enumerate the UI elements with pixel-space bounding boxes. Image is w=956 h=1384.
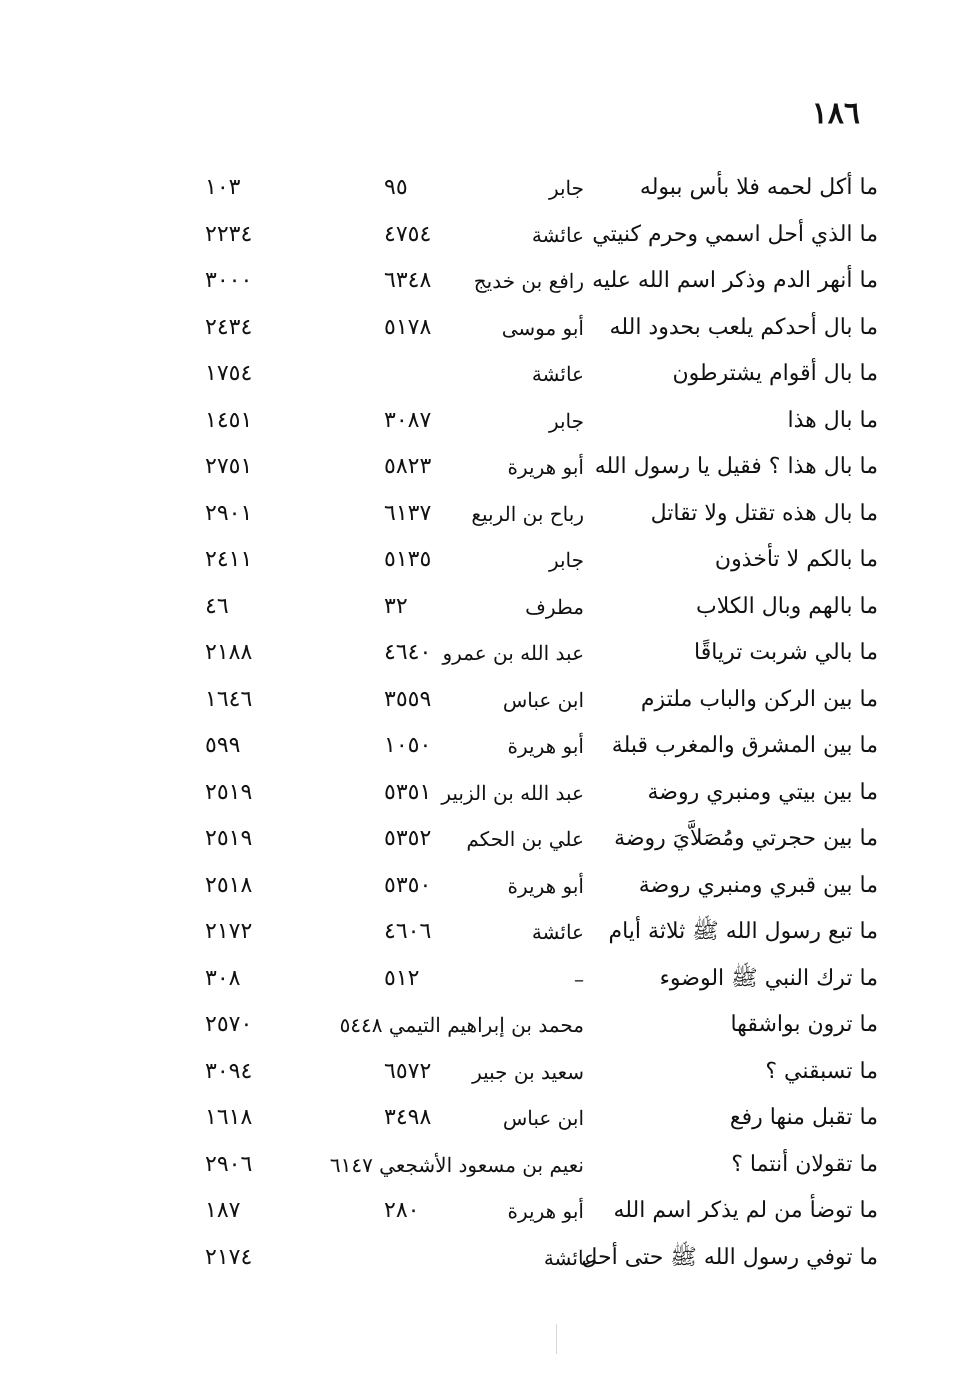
narrator: أبو موسى <box>501 315 584 340</box>
index-row <box>0 1098 956 1145</box>
index-row <box>0 1238 956 1285</box>
narrator: جابر <box>548 548 584 572</box>
page-reference: ١٦٤٦ <box>205 686 253 712</box>
index-row <box>0 354 956 401</box>
hadith-text: ما بال هذه تقتل ولا تقاتل <box>650 500 878 526</box>
hadith-text: ما بال هذا ؟ فقيل يا رسول الله <box>594 454 878 479</box>
hadith-text: ما توفي رسول الله ﷺ حتى أحل <box>581 1244 878 1270</box>
hadith-text: ما بال أحدكم يلعب بحدود الله <box>609 314 878 340</box>
hadith-text: ما بال هذا <box>787 407 878 433</box>
page-reference: ١٠٣ <box>205 175 241 200</box>
hadith-number: ٥٣٥٠ <box>384 872 432 898</box>
page-reference: ١٤٥١ <box>205 407 253 433</box>
hadith-text: ما بين الركن والباب ملتزم <box>640 686 878 712</box>
narrator: – <box>574 966 584 991</box>
narrator: أبو هريرة <box>507 734 584 758</box>
hadith-text: ما تبع رسول الله ﷺ ثلاثة أيام <box>608 919 878 944</box>
hadith-text: ما تقولان أنتما ؟ <box>731 1151 878 1177</box>
hadith-number: ٥١٢ <box>384 965 420 991</box>
hadith-text: ما تسبقني ؟ <box>765 1058 878 1084</box>
hadith-number: ١٠٥٠ <box>384 733 432 758</box>
hadith-text: ما بين حجرتي ومُصَلاَّيَ روضة <box>614 826 878 851</box>
narrator: سعيد بن جبير <box>472 1059 584 1084</box>
page-reference: ٢٤١١ <box>205 547 253 572</box>
page-number: ١٨٦ <box>811 96 860 131</box>
hadith-text: ما توضأ من لم يذكر اسم الله <box>613 1198 878 1223</box>
hadith-number: ٤٦٤٠ <box>384 640 432 665</box>
narrator: أبو هريرة <box>507 873 584 898</box>
page-reference: ٢٥١٨ <box>205 872 253 898</box>
hadith-text: ما بالهم وبال الكلاب <box>695 593 878 619</box>
hadith-number: ٤٦٠٦ <box>384 919 432 944</box>
index-row <box>0 1005 956 1052</box>
hadith-number: ٦٣٤٨ <box>384 268 432 293</box>
hadith-text: ما بين المشرق والمغرب قبلة <box>611 733 878 758</box>
index-row <box>0 168 956 215</box>
index-row <box>0 494 956 541</box>
hadith-text: ما ترك النبي ﷺ الوضوء <box>659 965 878 991</box>
index-row <box>0 1191 956 1238</box>
page-reference: ١٨٧ <box>205 1198 241 1223</box>
narrator: علي بن الحكم <box>466 827 584 851</box>
index-row <box>0 912 956 959</box>
page-reference: ٣٠٠٠ <box>205 268 253 293</box>
page-reference: ٣٠٨ <box>205 965 241 991</box>
narrator: عبد الله بن عمرو <box>442 641 584 665</box>
narrator: عائشة <box>531 222 584 247</box>
hadith-number: ٤٧٥٤ <box>384 221 432 247</box>
hadith-number: ٢٨٠ <box>384 1198 420 1223</box>
index-row <box>0 447 956 494</box>
page-reference: ٢١٧٤ <box>205 1244 253 1270</box>
hadith-number: ٣٢ <box>384 593 408 619</box>
narrator: عائشة <box>531 920 584 944</box>
index-row <box>0 633 956 680</box>
hadith-number: ٦١٣٧ <box>384 500 432 526</box>
narrator: مطرف <box>525 594 584 619</box>
index-row <box>0 261 956 308</box>
narrator: نعيم بن مسعود الأشجعي ٦١٤٧ <box>329 1152 584 1177</box>
hadith-text: ما بالي شربت ترياقًا <box>694 640 878 665</box>
hadith-number: ٥١٧٨ <box>384 314 432 340</box>
hadith-text: ما بالكم لا تأخذون <box>714 547 878 572</box>
narrator: جابر <box>548 176 584 200</box>
index-row <box>0 866 956 913</box>
narrator: محمد بن إبراهيم التيمي ٥٤٤٨ <box>339 1013 584 1037</box>
hadith-text: ما تقبل منها رفع <box>729 1105 878 1130</box>
page-reference: ٢٥٧٠ <box>205 1012 253 1037</box>
page-reference: ٢٤٣٤ <box>205 314 253 340</box>
page-reference: ٢١٧٢ <box>205 919 253 944</box>
hadith-text: ما بال أقوام يشترطون <box>672 361 878 386</box>
index-row <box>0 959 956 1006</box>
index-row <box>0 215 956 262</box>
hadith-number: ٩٥ <box>384 175 408 200</box>
narrator: رافع بن خديج <box>473 269 584 293</box>
hadith-number: ٣٤٩٨ <box>384 1105 432 1130</box>
index-row <box>0 401 956 448</box>
hadith-text: ما ترون بواشقها <box>730 1012 878 1037</box>
narrator: عبد الله بن الزبير <box>441 780 584 805</box>
index-row <box>0 587 956 634</box>
page-reference: ٢١٨٨ <box>205 640 253 665</box>
page-reference: ٢٩٠٦ <box>205 1151 253 1177</box>
page-reference: ١٦١٨ <box>205 1105 253 1130</box>
hadith-number: ٣٥٥٩ <box>384 686 432 712</box>
page-reference: ٢٢٣٤ <box>205 221 253 247</box>
index-row <box>0 1145 956 1192</box>
hadith-number: ٦٥٧٢ <box>384 1058 432 1084</box>
scan-edge-mark <box>556 1324 557 1354</box>
page-reference: ٣٠٩٤ <box>205 1058 253 1084</box>
hadith-text: ما أنهر الدم وذكر اسم الله عليه <box>592 268 878 293</box>
index-row <box>0 680 956 727</box>
index-row <box>0 726 956 773</box>
narrator: أبو هريرة <box>507 1199 584 1223</box>
index-row <box>0 540 956 587</box>
page-reference: ٥٩٩ <box>205 733 241 758</box>
narrator: عائشة <box>543 1245 596 1270</box>
page-reference: ٤٦ <box>205 593 229 619</box>
index-row <box>0 1052 956 1099</box>
page-reference: ١٧٥٤ <box>205 361 253 386</box>
hadith-text: ما الذي أحل اسمي وحرم كنيتي <box>592 221 878 247</box>
index-row <box>0 308 956 355</box>
hadith-number: ٥٣٥٢ <box>384 826 432 851</box>
narrator: عائشة <box>531 362 584 386</box>
narrator: ابن عباس <box>502 687 584 712</box>
narrator: جابر <box>548 408 584 433</box>
hadith-number: ٥٨٢٣ <box>384 454 432 479</box>
hadith-number: ٥٣٥١ <box>384 779 432 805</box>
narrator: أبو هريرة <box>507 455 584 479</box>
hadith-number: ٥١٣٥ <box>384 547 432 572</box>
page-reference: ٢٧٥١ <box>205 454 253 479</box>
hadith-number: ٣٠٨٧ <box>384 407 432 433</box>
hadith-text: ما بين قبري ومنبري روضة <box>638 872 878 898</box>
narrator: رباح بن الربيع <box>471 501 584 526</box>
index-row <box>0 773 956 820</box>
narrator: ابن عباس <box>502 1106 584 1130</box>
index-row <box>0 819 956 866</box>
page-reference: ٢٩٠١ <box>205 500 253 526</box>
page-reference: ٢٥١٩ <box>205 779 253 805</box>
page-reference: ٢٥١٩ <box>205 826 253 851</box>
hadith-text: ما بين بيتي ومنبري روضة <box>647 779 878 805</box>
hadith-text: ما أكل لحمه فلا بأس ببوله <box>639 175 878 200</box>
hadith-index-list <box>0 168 956 1284</box>
